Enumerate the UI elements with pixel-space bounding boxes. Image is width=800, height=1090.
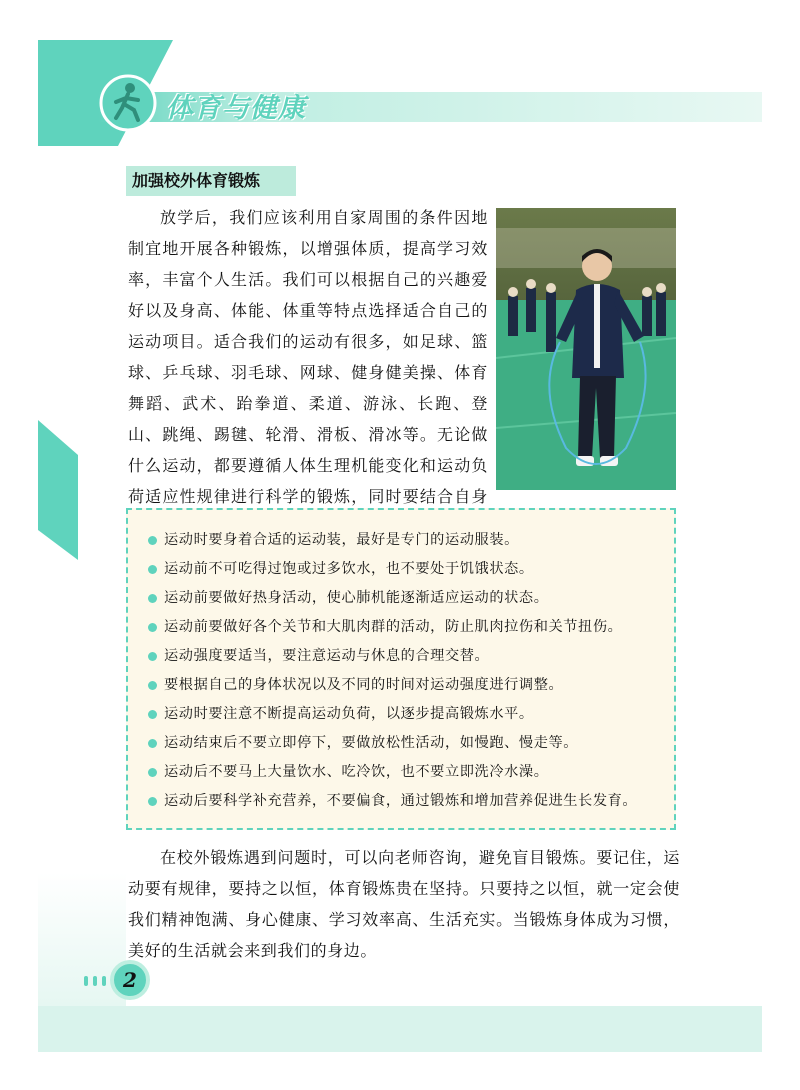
dot-icon <box>93 976 97 986</box>
decorative-side-band <box>38 560 126 1006</box>
tip-text: 运动时要身着合适的运动装，最好是专门的运动服装。 <box>164 532 519 548</box>
dot-icon <box>102 976 106 986</box>
tip-item <box>148 787 660 816</box>
runner-emblem-icon <box>98 74 158 132</box>
bullet-icon <box>148 797 157 806</box>
tip-item <box>148 758 660 787</box>
safety-tips-box <box>126 508 676 830</box>
tip-item <box>148 729 660 758</box>
safety-tips-list <box>128 510 674 816</box>
tip-text: 运动前要做好各个关节和大肌肉群的活动，防止肌肉拉伤和关节扭伤。 <box>164 619 623 635</box>
tip-item <box>148 700 660 729</box>
decorative-side-tab <box>38 420 78 560</box>
page-number: 2 <box>110 960 150 1000</box>
page-dots-decoration <box>84 976 106 986</box>
tip-text: 运动后不要马上大量饮水、吃冷饮，也不要立即洗冷水澡。 <box>164 764 549 780</box>
bullet-icon <box>148 681 157 690</box>
bullet-icon <box>148 739 157 748</box>
bullet-icon <box>148 565 157 574</box>
tip-item <box>148 642 660 671</box>
tip-text: 运动前不可吃得过饱或过多饮水，也不要处于饥饿状态。 <box>164 561 534 577</box>
intro-paragraph: 放学后，我们应该利用自家周围的条件因地制宜地开展各种锻炼，以增强体质，提高学习效率，丰富个人生活。我们可以根据自己的兴趣爱好以及身高、体能、体重等特点选择适合自己的运动项目。适合我们的运动有很多，如足球、篮球、乒乓球、羽毛球、网球、健身健美操、体育舞蹈、武术、跆拳道、柔道、游泳、长跑、登山、跳绳、踢毽、轮滑、滑板、滑冰等。无论做什么运动，都要遵循人体生理机能变化和运动负荷适应性规律进行科学的锻炼，同时要结合自身 <box>128 208 488 506</box>
tip-text: 运动后要科学补充营养，不要偏食，通过锻炼和增加营养促进生长发育。 <box>164 793 638 809</box>
footer-band <box>38 1006 762 1052</box>
tip-text: 要根据自己的身体状况以及不同的时间对运动强度进行调整。 <box>164 677 564 693</box>
bullet-icon <box>148 652 157 661</box>
bullet-icon <box>148 768 157 777</box>
tip-item <box>148 671 660 700</box>
tip-item <box>148 613 660 642</box>
bullet-icon <box>148 710 157 719</box>
section-heading: 加强校外体育锻炼 <box>126 166 296 196</box>
bullet-icon <box>148 623 157 632</box>
dot-icon <box>84 976 88 986</box>
student-jumping-rope-photo <box>496 208 676 490</box>
tip-text: 运动结束后不要立即停下，要做放松性活动，如慢跑、慢走等。 <box>164 735 579 751</box>
bullet-icon <box>148 594 157 603</box>
header-title: 体育与健康 <box>166 93 306 124</box>
tip-text: 运动前要做好热身活动，使心肺机能逐渐适应运动的状态。 <box>164 590 549 606</box>
bullet-icon <box>148 536 157 545</box>
closing-paragraph: 在校外锻炼遇到问题时，可以向老师咨询，避免盲目锻炼。要记住，运动要有规律，要持之以恒，体育锻炼贵在坚持。只要持之以恒，就一定会使我们精神饱满、身心健康、学习效率高、生活充实。当锻炼身体成为习惯，美好的生活就会来到我们的身边。 <box>128 848 680 960</box>
tip-item <box>148 526 660 555</box>
tip-text: 运动强度要适当，要注意运动与休息的合理交替。 <box>164 648 490 664</box>
tip-item <box>148 555 660 584</box>
tip-text: 运动时要注意不断提高运动负荷，以逐步提高锻炼水平。 <box>164 706 534 722</box>
tip-item <box>148 584 660 613</box>
